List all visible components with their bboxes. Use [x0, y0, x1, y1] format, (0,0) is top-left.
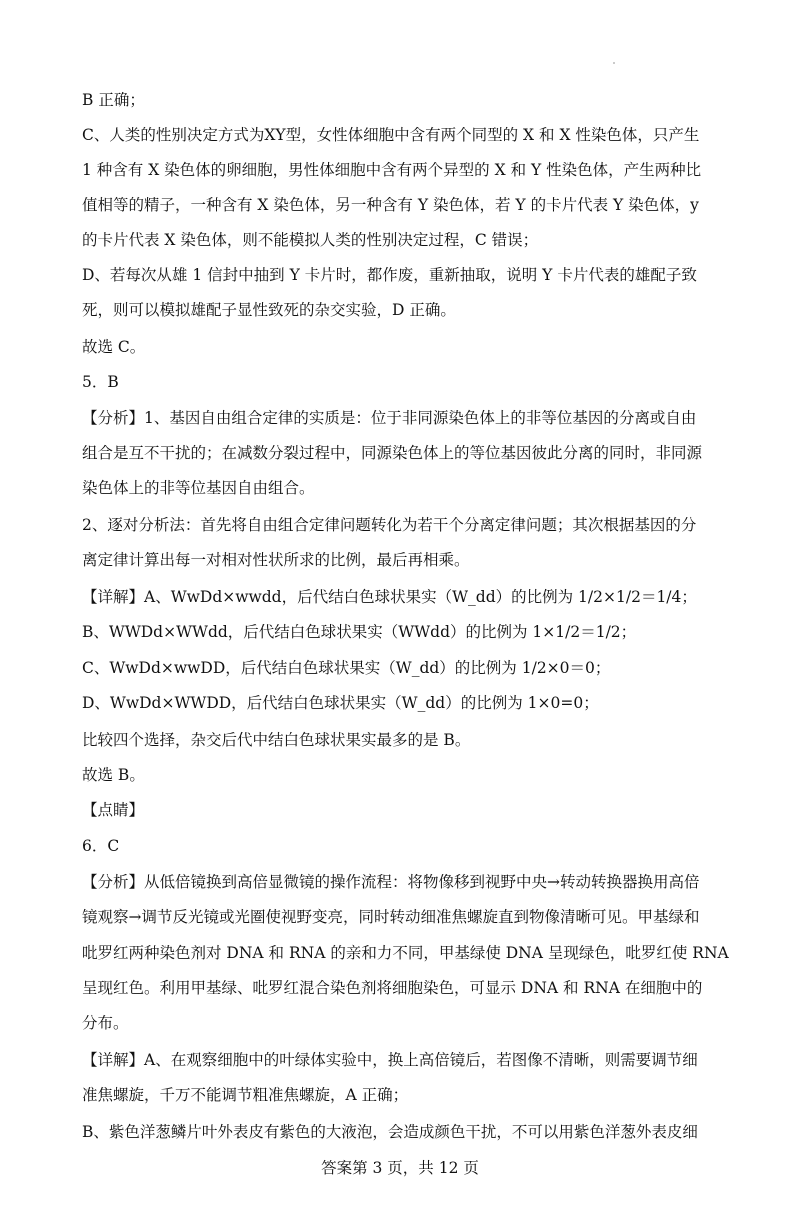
text-line: 比较四个选择，杂交后代中结白色球状果实最多的是 B。: [82, 731, 471, 749]
text-line: 吡罗红两种染色剂对 DNA 和 RNA 的亲和力不同，甲基绿使 DNA 呈现绿色，吡罗红使 RNA: [82, 944, 729, 962]
text-line: 的卡片代表 X 染色体，则不能模拟人类的性别决定过程，C 错误；: [82, 231, 539, 249]
text-line: 呈现红色。利用甲基绿、吡罗红混合染色剂将细胞染色，可显示 DNA 和 RNA 在细胞中的: [82, 979, 703, 997]
question-number: 6．C: [82, 837, 120, 855]
text-line: 2、逐对分析法：首先将自由组合定律问题转化为若干个分离定律问题；其次根据基因的分: [82, 516, 697, 534]
text-line: 组合是互不干扰的；在减数分裂过程中，同源染色体上的等位基因彼此分离的同时，非同源: [82, 444, 703, 462]
text-line: 故选 B。: [82, 766, 145, 784]
text-line: 镜观察→调节反光镜或光圈使视野变亮，同时转动细准焦螺旋直到物像清晰可见。甲基绿和: [82, 908, 700, 926]
text-line: B、紫色洋葱鳞片叶外表皮有紫色的大液泡，会造成颜色干扰，不可以用紫色洋葱外表皮细: [82, 1123, 698, 1141]
text-line: 分布。: [82, 1014, 129, 1032]
text-line: 【分析】1、基因自由组合定律的实质是：位于非同源染色体上的非等位基因的分离或自由: [82, 409, 697, 427]
text-line: 死，则可以模拟雄配子显性致死的杂交实验，D 正确。: [82, 301, 456, 319]
text-line: C、WwDd×wwDD，后代结白色球状果实（W_dd）的比例为 1/2×0＝0；: [82, 659, 611, 677]
text-line: 【详解】A、WwDd×wwdd，后代结白色球状果实（W_dd）的比例为 1/2×1/2＝1/4；: [82, 588, 697, 606]
text-line: 1 种含有 X 染色体的卵细胞，男性体细胞中含有两个异型的 X 和 Y 性染色体，产生两种比: [82, 161, 702, 179]
page-footer: 答案第 3 页，共 12 页: [321, 1159, 479, 1177]
text-line: 【详解】A、在观察细胞中的叶绿体实验中，换上高倍镜后，若图像不清晰，则需要调节细: [82, 1051, 698, 1069]
text-line: 【点睛】: [82, 801, 145, 819]
question-number: 5．B: [82, 373, 119, 391]
text-line: C、人类的性别决定方式为XY型，女性体细胞中含有两个同型的 X 和 X 性染色体，只产生: [82, 126, 700, 144]
text-line: D、若每次从雄 1 信封中抽到 Y 卡片时，都作废，重新抽取，说明 Y 卡片代表的雄配子致: [82, 266, 697, 284]
text-line: 染色体上的非等位基因自由组合。: [82, 479, 315, 497]
text-line: 离定律计算出每一对相对性状所求的比例，最后再相乘。: [82, 551, 470, 569]
text-line: 值相等的精子，一种含有 X 染色体，另一种含有 Y 染色体，若 Y 的卡片代表 Y 染色体，y: [82, 196, 699, 214]
text-line: 准焦螺旋，千万不能调节粗准焦螺旋，A 正确；: [82, 1086, 409, 1104]
text-line: 故选 C。: [82, 338, 146, 356]
scan-speck: [613, 62, 615, 64]
text-line: B、WWDd×WWdd，后代结白色球状果实（WWdd）的比例为 1×1/2＝1/2；: [82, 623, 637, 641]
text-line: D、WwDd×WWDD，后代结白色球状果实（W_dd）的比例为 1×0=0；: [82, 694, 599, 712]
text-line: B 正确；: [82, 91, 145, 109]
text-line: 【分析】从低倍镜换到高倍显微镜的操作流程：将物像移到视野中央→转动转换器换用高倍: [82, 873, 700, 891]
